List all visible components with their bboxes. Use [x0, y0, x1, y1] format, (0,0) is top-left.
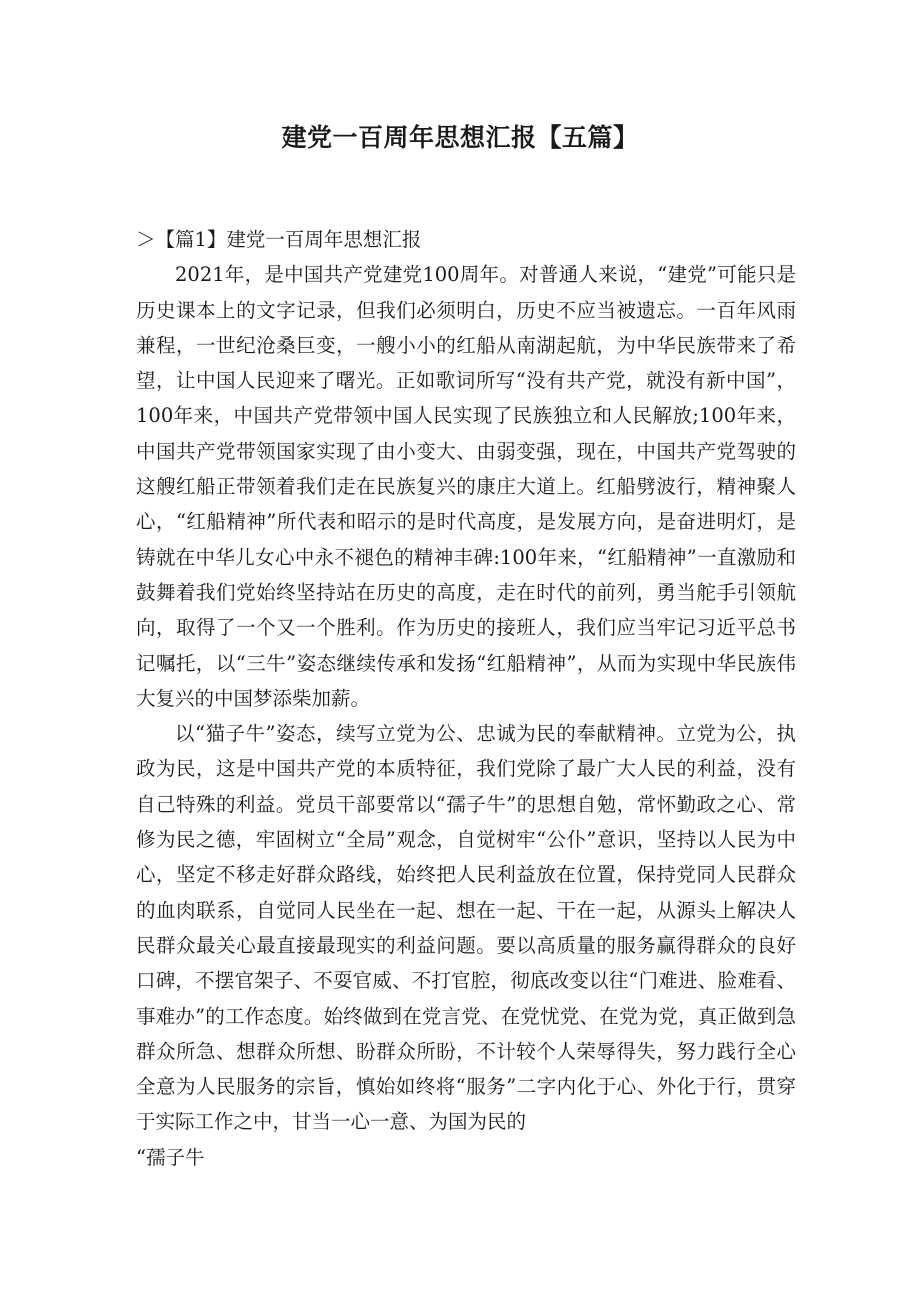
body-paragraph-1: 2021年，是中国共产党建党100周年。对普通人来说，“建党”可能只是历史课本上的文字记录，但我们必须明白，历史不应当被遗忘。一百年风雨兼程，一世纪沧桑巨变，一艘小小的红船从南湖起航，为中华民族带来了希望，让中国人民迎来了曙光。正如歌词所写“没有共产党，就没有新中国”，100年来，中国共产党带领中国人民实现了民族独立和人民解放;100年来，中国共产党带领国家实现了由小变大、由弱变强，现在，中国共产党驾驶的这艘红船正带领着我们走在民族复兴的康庄大道上。红船劈波行，精神聚人心，“红船精神”所代表和昭示的是时代高度，是发展方向，是奋进明灯，是铸就在中华儿女心中永不褪色的精神丰碑:100年来，“红船精神”一直激励和鼓舞着我们党始终坚持站在历史的高度，走在时代的前列，勇当舵手引领航向，取得了一个又一个胜利。作为历史的接班人，我们应当牢记习近平总书记嘱托，以“三牛”姿态继续传承和发扬“红船精神”，从而为实现中华民族伟大复兴的中国梦添柴加薪。 [136, 263, 796, 710]
document-body [136, 222, 796, 1175]
body-paragraph-2: 以“猫子牛”姿态，续写立党为公、忠诚为民的奉献精神。立党为公，执政为民，这是中国共产党的本质特征，我们党除了最广大人民的利益，没有自己特殊的利益。党员干部要常以“孺子牛”的思想自勉，常怀勤政之心、常修为民之德，牢固树立“全局”观念，自觉树牢“公仆”意识，坚持以人民为中心，坚定不移走好群众路线，始终把人民利益放在位置，保持党同人民群众的血肉联系，自觉同人民坐在一起、想在一起、干在一起，从源头上解决人民群众最关心最直接最现实的利益问题。要以高质量的服务赢得群众的良好口碑，不摆官架子、不耍官威、不打官腔，彻底改变以往“门难进、脸难看、事难办”的工作态度。始终做到在党言党、在党忧党、在党为党，真正做到急群众所急、想群众所想、盼群众所盼，不计较个人荣辱得失，努力践行全心全意为人民服务的宗旨，慎始如终将“服务”二字内化于心、外化于行，贯穿于实际工作之中，甘当一心一意、为国为民的 [136, 722, 796, 1134]
section-heading: ＞【篇1】建党一百周年思想汇报 [136, 228, 422, 251]
document-title: 建党一百周年思想汇报【五篇】 [281, 123, 639, 152]
trailing-fragment: “孺子牛 [136, 1145, 205, 1169]
